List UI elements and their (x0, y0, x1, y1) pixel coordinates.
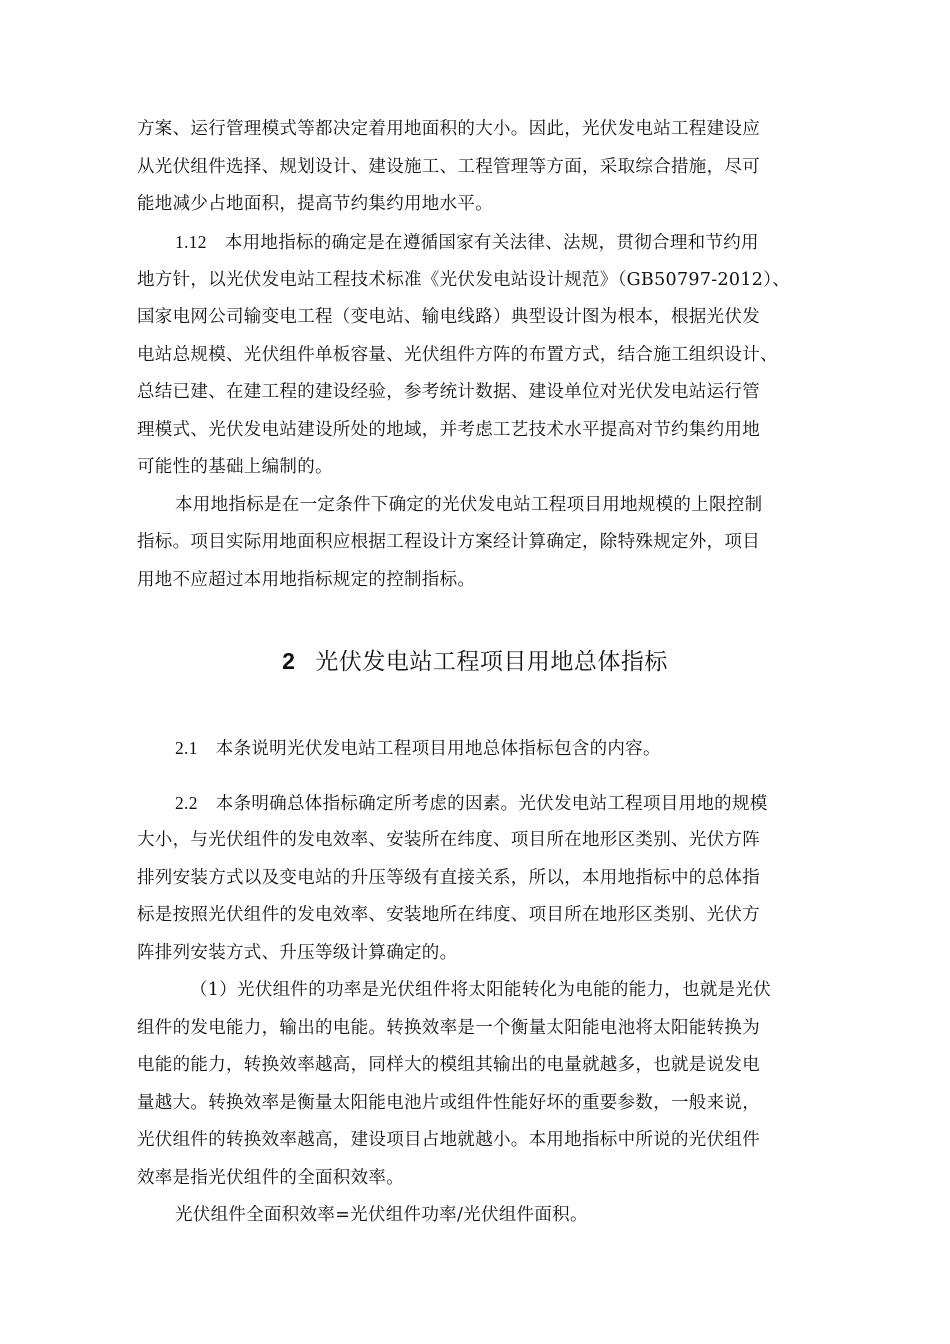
paragraph-line: 地方针，以光伏发电站工程技术标准《光伏发电站设计规范》（GB50797-2012）、 (137, 270, 791, 290)
section-title: 光伏发电站工程项目用地总体指标 (315, 649, 668, 675)
clause-2-2-first-line (175, 791, 768, 816)
paragraph-line: 效率是指光伏组件的全面积效率。 (137, 1168, 404, 1188)
paragraph-line: 可能性的基础上编制的。 (137, 457, 333, 477)
clause-1-12-first-line (175, 230, 759, 255)
paragraph-line: 电能的能力，转换效率越高，同样大的模组其输出的电量就越多，也就是说发电 (137, 1055, 760, 1075)
paragraph-line: 能地减少占地面积，提高节约集约用地水平。 (137, 194, 493, 214)
paragraph-line: 本用地指标是在一定条件下确定的光伏发电站工程项目用地规模的上限控制 (175, 495, 763, 515)
paragraph-line: 指标。项目实际用地面积应根据工程设计方案经计算确定，除特殊规定外，项目 (137, 532, 760, 552)
paragraph-line: 阵排列安装方式、升压等级计算确定的。 (137, 943, 458, 963)
paragraph-line: 量越大。转换效率是衡量太阳能电池片或组件性能好坏的重要参数，一般来说， (137, 1093, 760, 1113)
clause-number: 1.12 (175, 232, 207, 252)
paragraph-line: 从光伏组件选择、规划设计、建设施工、工程管理等方面，采取综合措施，尽可 (137, 157, 760, 177)
paragraph-line: 大小，与光伏组件的发电效率、安装所在纬度、项目所在地形区类别、光伏方阵 (137, 830, 760, 850)
paragraph-line: 排列安装方式以及变电站的升压等级有直接关系，所以，本用地指标中的总体指 (137, 868, 760, 888)
paragraph-line: （1）光伏组件的功率是光伏组件将太阳能转化为电能的能力，也就是光伏 (190, 980, 772, 1000)
clause-number: 2.2 (175, 793, 198, 813)
section-heading (0, 646, 950, 677)
section-number: 2 (282, 648, 296, 674)
paragraph-line: 本用地指标的确定是在遵循国家有关法律、法规，贯彻合理和节约用 (224, 233, 759, 253)
paragraph-line: 国家电网公司输变电工程（变电站、输电线路）典型设计图为根本，根据光伏发 (137, 307, 760, 327)
clause-2-1 (175, 736, 661, 761)
paragraph-line: 光伏组件的转换效率越高，建设项目占地就越小。本用地指标中所说的光伏组件 (137, 1130, 760, 1150)
paragraph-line: 理模式、光伏发电站建设所处的地域，并考虑工艺技术水平提高对节约集约用地 (137, 420, 760, 440)
paragraph-line: 标是按照光伏组件的发电效率、安装地所在纬度、项目所在地形区类别、光伏方 (137, 905, 760, 925)
paragraph-line: 总结已建、在建工程的建设经验，参考统计数据、建设单位对光伏发电站运行管 (137, 382, 760, 402)
paragraph-line: 用地不应超过本用地指标规定的控制指标。 (137, 570, 476, 590)
paragraph-line: 本条说明光伏发电站工程项目用地总体指标包含的内容。 (215, 739, 661, 759)
paragraph-line: 方案、运行管理模式等都决定着用地面积的大小。因此，光伏发电站工程建设应 (137, 119, 760, 139)
paragraph-line: 组件的发电能力，输出的电能。转换效率是一个衡量太阳能电池将太阳能转换为 (137, 1018, 760, 1038)
paragraph-line: 本条明确总体指标确定所考虑的因素。光伏发电站工程项目用地的规模 (215, 794, 768, 814)
paragraph-line: 电站总规模、光伏组件单板容量、光伏组件方阵的布置方式，结合施工组织设计、 (137, 345, 778, 365)
formula-line: 光伏组件全面积效率=光伏组件功率/光伏组件面积。 (175, 1205, 588, 1225)
clause-number: 2.1 (175, 738, 198, 758)
